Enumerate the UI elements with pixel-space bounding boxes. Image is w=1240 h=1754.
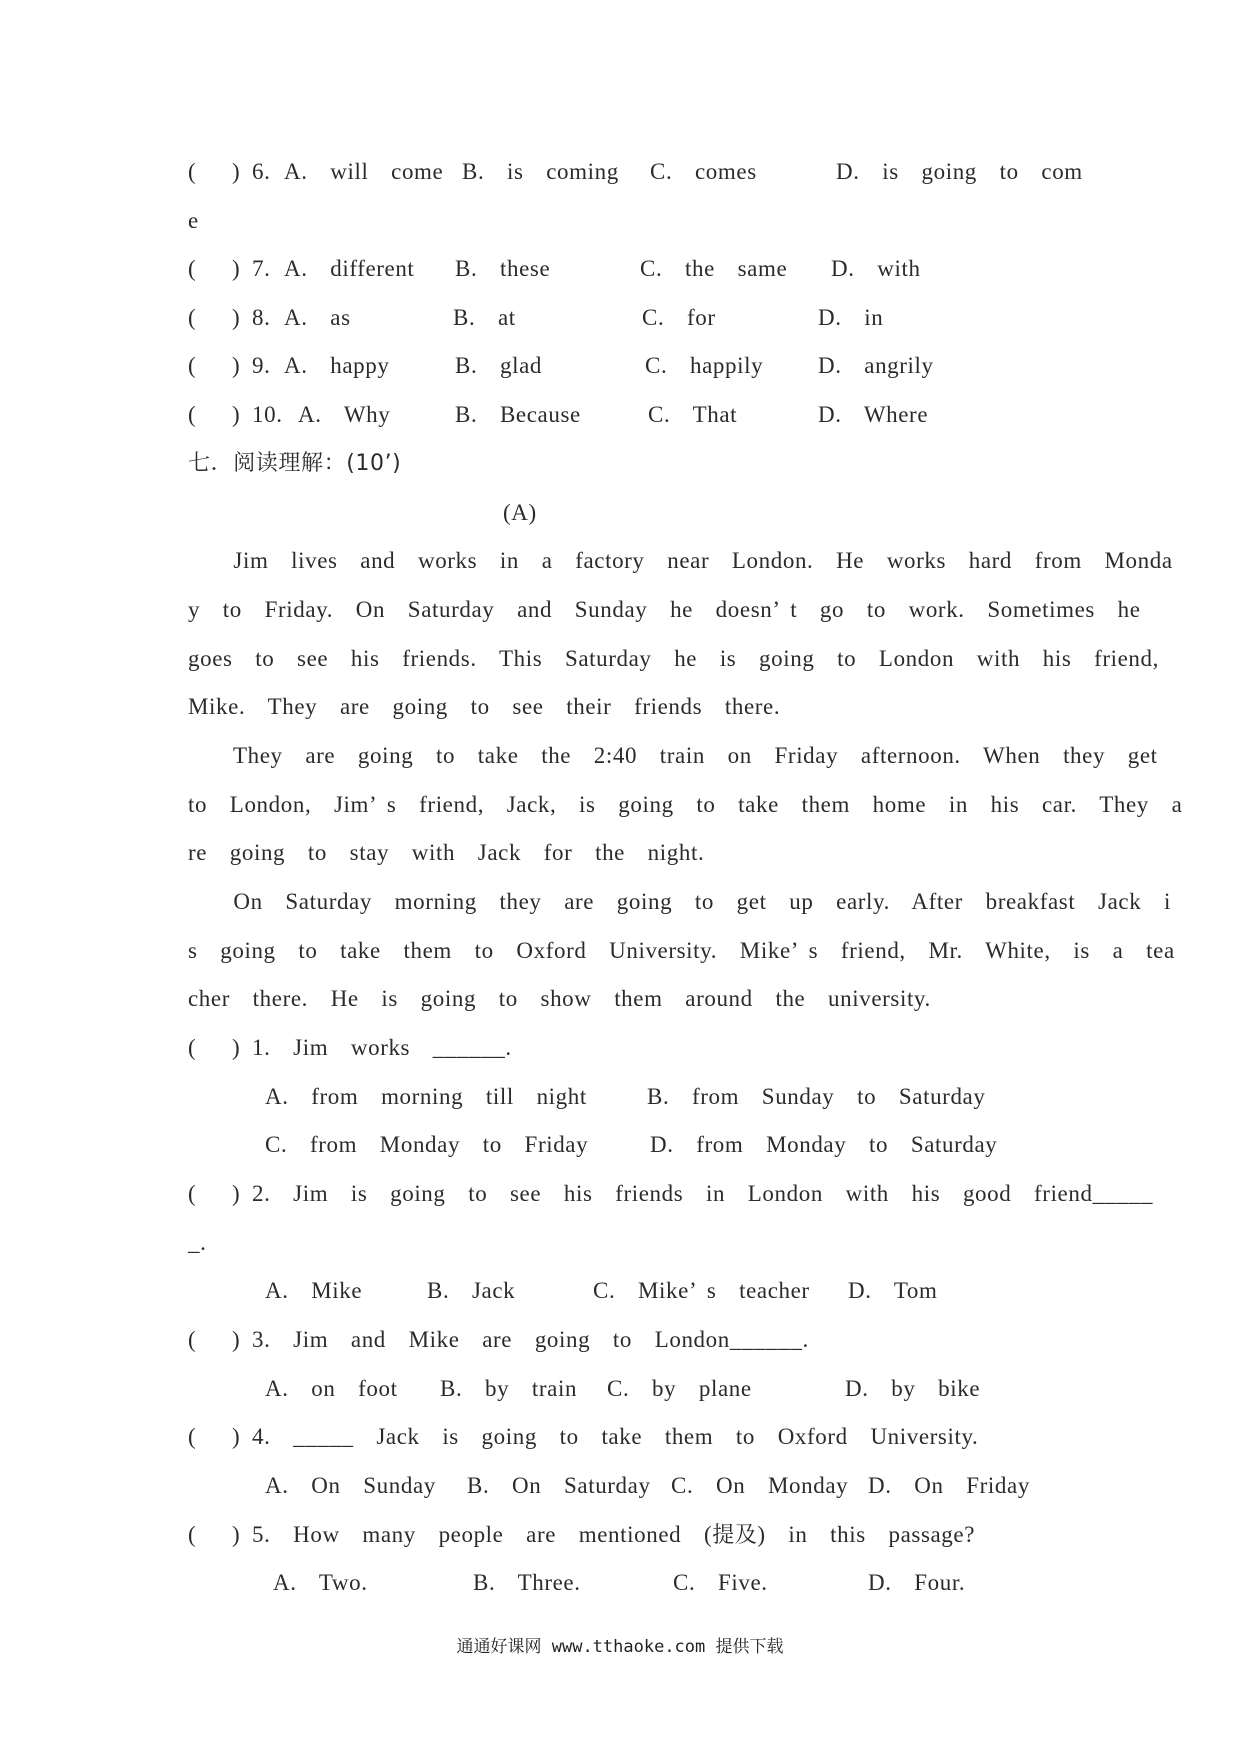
option-c: C. On Monday (671, 1473, 849, 1498)
option-c: C. happily (645, 353, 764, 378)
question-stem: 1. Jim works ______. (252, 1035, 512, 1060)
option-d: D. by bike (845, 1376, 981, 1401)
question-stem: 2. Jim is going to see his friends in London with his good friend_____ (252, 1181, 1154, 1206)
paren-open: ( (188, 402, 197, 427)
question-stem: 4. _____ Jack is going to take them to Oxford University. (252, 1424, 979, 1449)
option-a: A. from morning till night (265, 1084, 587, 1109)
passage-line: Jim lives and works in a factory near London. He works hard from Monda (188, 548, 1173, 573)
item-number: 8. (252, 305, 271, 330)
paren-close: ) (232, 1522, 241, 1547)
option-a: A. happy (284, 353, 390, 378)
option-c: C. for (642, 305, 716, 330)
option-b: B. these (455, 256, 551, 281)
option-c: C. That (648, 402, 738, 427)
question-stem (252, 1520, 975, 1551)
section-title: 七．阅读理解：(10’) (188, 451, 402, 476)
paren-close: ) (232, 1327, 241, 1352)
paren-close: ) (232, 1181, 241, 1206)
option-c: C. Mike’ s teacher (593, 1278, 810, 1303)
option-b: B. glad (455, 353, 542, 378)
paren-close: ) (232, 1035, 241, 1060)
paren-open: ( (188, 159, 197, 184)
paren-open: ( (188, 1181, 197, 1206)
passage-line: re going to stay with Jack for the night. (188, 840, 705, 865)
passage-line: Mike. They are going to see their friends there. (188, 694, 781, 719)
option-d: D. On Friday (868, 1473, 1030, 1498)
option-d: D. angrily (818, 353, 934, 378)
option-c: C. comes (650, 159, 757, 184)
option-a: A. Mike (265, 1278, 363, 1303)
stem-part: 5. How many people are mentioned ( (252, 1522, 713, 1547)
item-number: 6. (252, 159, 271, 184)
option-d: D. in (818, 305, 884, 330)
option-a: A. Two. (273, 1570, 368, 1595)
option-a: A. will come (284, 159, 444, 184)
option-a: A. different (284, 256, 415, 281)
option-c: C. Five. (673, 1570, 768, 1595)
passage-line: s going to take them to Oxford University. Mike’ s friend, Mr. White, is a tea (188, 938, 1175, 963)
option-d: D. with (831, 256, 921, 281)
option-a: A. Why (298, 402, 391, 427)
question-stem-wrap: _. (188, 1230, 207, 1255)
passage-line: On Saturday morning they are going to get up early. After breakfast Jack i (188, 889, 1171, 914)
item-number: 10. (252, 402, 283, 427)
option-c: C. by plane (607, 1376, 752, 1401)
option-d: D. Four. (868, 1570, 966, 1595)
paren-close: ) (232, 256, 241, 281)
paren-close: ) (232, 353, 241, 378)
option-b: B. by train (440, 1376, 578, 1401)
option-d: D. Tom (848, 1278, 938, 1303)
passage-line: goes to see his friends. This Saturday he is going to London with his friend, (188, 646, 1159, 671)
option-a: A. on foot (265, 1376, 398, 1401)
option-a: A. On Sunday (265, 1473, 436, 1498)
stem-cjk: 提及 (712, 1523, 758, 1548)
option-b: B. On Saturday (467, 1473, 651, 1498)
item-number: 9. (252, 353, 271, 378)
option-d-wrap: e (188, 208, 199, 233)
paren-open: ( (188, 1035, 197, 1060)
option-b: B. at (453, 305, 516, 330)
option-a: A. as (284, 305, 351, 330)
option-d: D. is going to com (836, 159, 1083, 184)
passage-label: (A) (503, 500, 537, 525)
paren-open: ( (188, 305, 197, 330)
option-b: B. is coming (462, 159, 619, 184)
item-number: 7. (252, 256, 271, 281)
question-stem: 3. Jim and Mike are going to London______. (252, 1327, 809, 1352)
paren-close: ) (232, 402, 241, 427)
paren-open: ( (188, 1424, 197, 1449)
option-c: C. the same (640, 256, 788, 281)
option-b: B. Because (455, 402, 581, 427)
passage-line: They are going to take the 2:40 train on Friday afternoon. When they get (188, 743, 1158, 768)
paren-close: ) (232, 159, 241, 184)
paren-open: ( (188, 1522, 197, 1547)
paren-open: ( (188, 1327, 197, 1352)
paren-open: ( (188, 353, 197, 378)
option-b: B. Three. (473, 1570, 581, 1595)
passage-line: y to Friday. On Saturday and Sunday he doesn’ t go to work. Sometimes he (188, 597, 1141, 622)
paren-close: ) (232, 305, 241, 330)
passage-line: cher there. He is going to show them around the university. (188, 986, 931, 1011)
option-d: D. Where (818, 402, 929, 427)
stem-part: ) in this passage? (757, 1522, 976, 1547)
passage-line: to London, Jim’ s friend, Jack, is going to take them home in his car. They a (188, 792, 1183, 817)
option-d: D. from Monday to Saturday (650, 1132, 998, 1157)
option-c: C. from Monday to Friday (265, 1132, 589, 1157)
footer-watermark: 通通好课网 www.tthaoke.com 提供下载 (456, 1637, 784, 1657)
paren-open: ( (188, 256, 197, 281)
option-b: B. Jack (427, 1278, 516, 1303)
paren-close: ) (232, 1424, 241, 1449)
option-b: B. from Sunday to Saturday (647, 1084, 986, 1109)
